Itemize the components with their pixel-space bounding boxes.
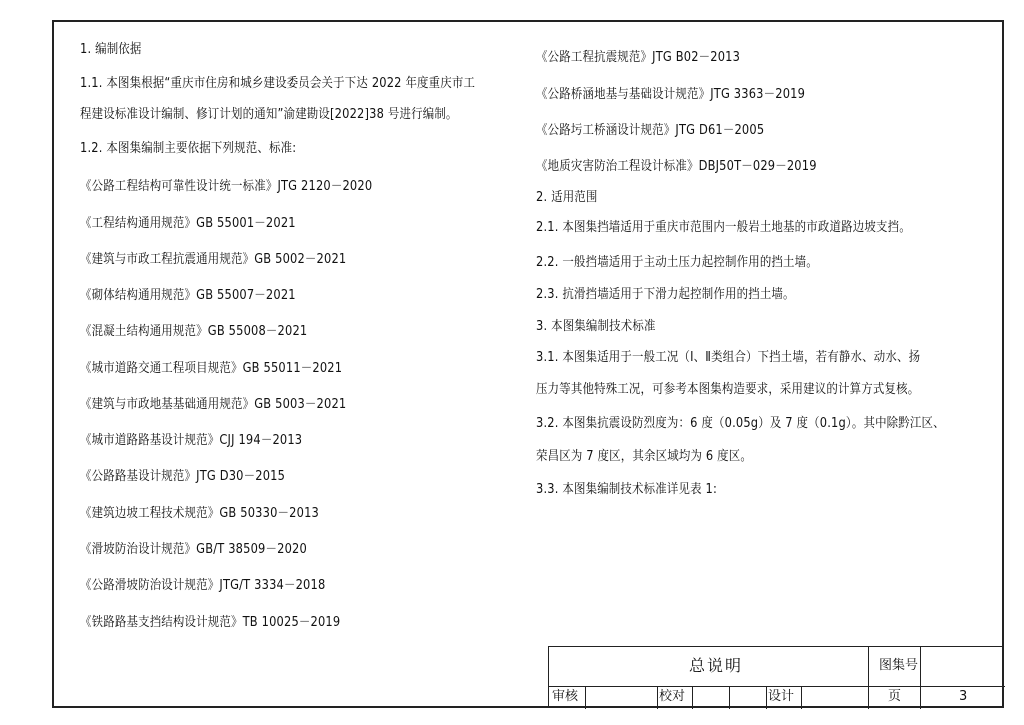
- paragraph-line: 3.1. 本图集适用于一般工况（Ⅰ、Ⅱ类组合）下挡土墙，若有静水、动水、扬: [536, 350, 921, 365]
- standard-item: 《建筑与市政工程抗震通用规范》GB 5002－2021: [80, 252, 347, 267]
- atlas-number-label: 图集号: [879, 658, 919, 673]
- review-label: 审核: [552, 689, 579, 704]
- standard-item: 《地质灾害防治工程设计标准》DBJ50T－029－2019: [536, 159, 817, 174]
- standard-item: 《公路桥涵地基与基础设计规范》JTG 3363－2019: [536, 87, 806, 102]
- paragraph-line: 2.2. 一般挡墙适用于主动土压力起控制作用的挡土墙。: [536, 255, 818, 270]
- standard-item: 《滑坡防治设计规范》GB/T 38509－2020: [80, 542, 307, 557]
- check-label: 校对: [659, 689, 686, 704]
- title-block: [548, 646, 1004, 708]
- standard-item: 《建筑与市政地基基础通用规范》GB 5003－2021: [80, 397, 347, 412]
- paragraph-line: 2.1. 本图集挡墙适用于重庆市范围内一般岩土地基的市政道路边坡支挡。: [536, 220, 911, 235]
- standard-item: 《公路路基设计规范》JTG D30－2015: [80, 469, 286, 484]
- standard-item: 《公路工程结构可靠性设计统一标准》JTG 2120－2020: [80, 179, 373, 194]
- page-label: 页: [888, 689, 902, 704]
- paragraph-line: 3.2. 本图集抗震设防烈度为：6 度（0.05g）及 7 度（0.1g）。其中除黔江区、: [536, 416, 945, 431]
- paragraph-line: 2.3. 抗滑挡墙适用于下滑力起控制作用的挡土墙。: [536, 287, 795, 302]
- section-heading-2: 2. 适用范围: [536, 190, 598, 205]
- paragraph-line: 1.2. 本图集编制主要依据下列规范、标准:: [80, 141, 297, 156]
- standard-item: 《铁路路基支挡结构设计规范》TB 10025－2019: [80, 615, 341, 630]
- standard-item: 《公路滑坡防治设计规范》JTG/T 3334－2018: [80, 578, 326, 593]
- drawing-title: 总说明: [689, 656, 744, 675]
- standard-item: 《建筑边坡工程技术规范》GB 50330－2013: [80, 506, 319, 521]
- standard-item: 《城市道路交通工程项目规范》GB 55011－2021: [80, 361, 343, 376]
- section-heading-1: 1. 编制依据: [80, 42, 142, 57]
- standard-item: 《砌体结构通用规范》GB 55007－2021: [80, 288, 296, 303]
- page-number: 3: [959, 689, 968, 704]
- design-label: 设计: [768, 689, 795, 704]
- standard-item: 《公路圬工桥涵设计规范》JTG D61－2005: [536, 123, 765, 138]
- paragraph-line: 程建设标准设计编制、修订计划的通知”渝建勘设[2022]38 号进行编制。: [80, 107, 458, 122]
- standard-item: 《工程结构通用规范》GB 55001－2021: [80, 216, 296, 231]
- standard-item: 《城市道路路基设计规范》CJJ 194－2013: [80, 433, 303, 448]
- section-heading-3: 3. 本图集编制技术标准: [536, 319, 656, 334]
- paragraph-line: 荣昌区为 7 度区，其余区域均为 6 度区。: [536, 449, 753, 464]
- paragraph-line: 压力等其他特殊工况，可参考本图集构造要求，采用建议的计算方式复核。: [536, 382, 920, 397]
- paragraph-line: 3.3. 本图集编制技术标准详见表 1:: [536, 482, 718, 497]
- paragraph-line: 1.1. 本图集根据“重庆市住房和城乡建设委员会关于下达 2022 年度重庆市工: [80, 76, 476, 91]
- standard-item: 《公路工程抗震规范》JTG B02－2013: [536, 50, 741, 65]
- standard-item: 《混凝土结构通用规范》GB 55008－2021: [80, 324, 308, 339]
